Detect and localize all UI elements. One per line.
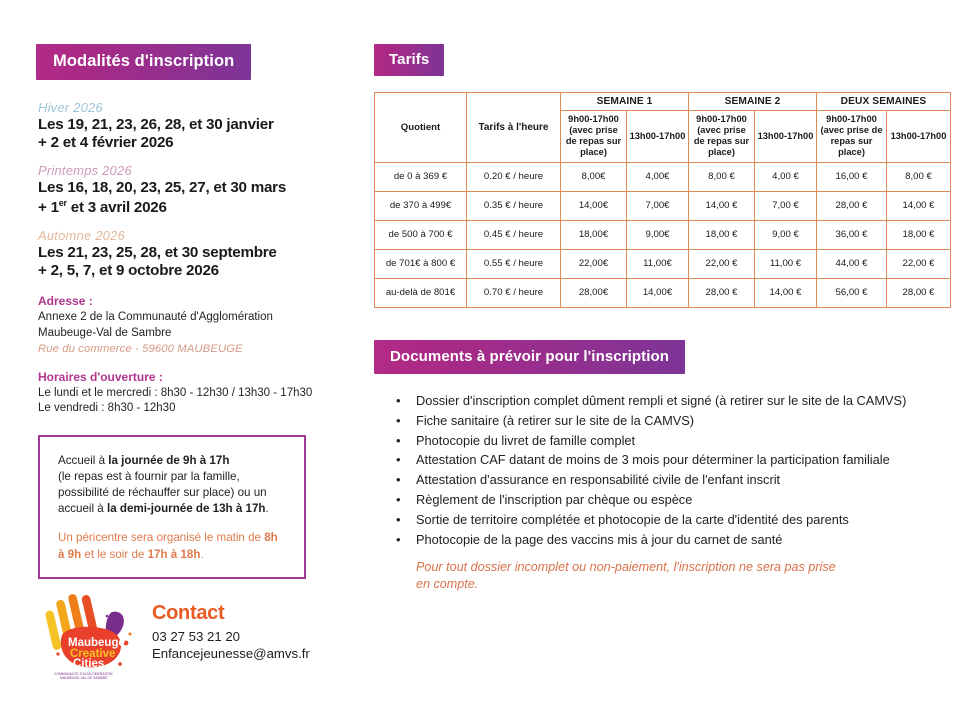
header-group-semaine-1: SEMAINE 1 [561, 93, 689, 111]
cell-taux: 0.20 € / heure [467, 162, 561, 191]
cell-value: 56,00 € [817, 278, 887, 307]
cell-value: 7,00 € [755, 191, 817, 220]
table-row [375, 278, 951, 307]
cell-value: 8,00€ [561, 162, 627, 191]
cell-taux: 0.55 € / heure [467, 249, 561, 278]
opening-hours-block [36, 370, 346, 417]
season-block-automne [36, 228, 346, 280]
list-item: • Photocopie du livret de famille complet [392, 432, 946, 451]
cell-value: 4,00€ [627, 162, 689, 191]
cell-quotient: de 500 à 700 € [375, 220, 467, 249]
season-dates-printemps [38, 179, 346, 217]
cell-value: 14,00€ [561, 191, 627, 220]
cell-value: 28,00€ [561, 278, 627, 307]
tarifs-table-head [375, 93, 951, 163]
address-heading: Adresse : [38, 294, 93, 309]
accueil-text-1: Accueil à [58, 453, 109, 467]
registration-details-column [36, 44, 346, 579]
list-item: • Attestation CAF datant de moins de 3 mois pour déterminer la participation familiale [392, 451, 946, 470]
contact-details [152, 588, 310, 662]
cell-value: 11,00 € [755, 249, 817, 278]
accueil-info-box [38, 435, 306, 579]
cell-value: 9,00€ [627, 220, 689, 249]
pericentre-time-2: à 9h [58, 547, 82, 561]
pericentre-text [58, 530, 290, 562]
header-tarifs-heure: Tarifs à l'heure [467, 93, 561, 163]
tarifs-banner: Tarifs [374, 44, 444, 76]
accueil-text-4-bold: la demi-journée de 13h à 17h [106, 502, 266, 516]
season-dates-printemps-line2-pre: + 1 [38, 198, 59, 216]
opening-hours-heading: Horaires d'ouverture : [38, 369, 163, 384]
maubeuge-creative-cities-logo [40, 588, 144, 685]
season-dates-hiver-line2: + 2 et 4 février 2026 [38, 134, 174, 152]
header-group-semaine-2: SEMAINE 2 [689, 93, 817, 111]
season-dates-printemps-line2-post: et 3 avril 2026 [66, 198, 167, 216]
cell-value: 8,00 € [689, 162, 755, 191]
cell-value: 14,00 € [887, 191, 951, 220]
address-line-3: Rue du commerce - 59600 MAUBEUGE [38, 342, 243, 355]
cell-value: 14,00 € [755, 278, 817, 307]
address-block [36, 294, 346, 354]
modalites-banner: Modalités d'inscription [36, 44, 251, 80]
cell-value: 28,00 € [887, 278, 951, 307]
list-item: • Dossier d'inscription complet dûment rempli et signé (à retirer sur le site de la CAMVS) [392, 392, 946, 411]
pericentre-text-1: Un péricentre sera organisé le matin de [58, 531, 265, 545]
contact-title: Contact [152, 602, 225, 624]
table-row [375, 162, 951, 191]
accueil-text-1-bold: la journée de 9h à 17h [108, 453, 230, 467]
header-sub-0: 9h00-17h00 (avec prise de repas sur place) [561, 111, 627, 163]
cell-quotient: de 0 à 369 € [375, 162, 467, 191]
contact-phone[interactable]: 03 27 53 21 20 [152, 629, 240, 644]
pericentre-text-2: et le soir de [81, 547, 148, 561]
accueil-text-4-end: . [265, 502, 269, 516]
pericentre-time-3: 17h à 18h [147, 547, 201, 561]
documents-warning-note: Pour tout dossier incomplet ou non-paiement, l'inscription ne sera pas prise en compte. [416, 560, 836, 592]
list-item: • Fiche sanitaire (à retirer sur le site de la CAMVS) [392, 412, 946, 431]
accueil-text-4: accueil à [58, 502, 107, 516]
season-dates-hiver [38, 116, 346, 152]
cell-value: 11,00€ [627, 249, 689, 278]
cell-taux: 0.45 € / heure [467, 220, 561, 249]
season-dates-printemps-line1: Les 16, 18, 20, 23, 25, 27, et 30 mars [38, 179, 287, 197]
cell-value: 9,00 € [755, 220, 817, 249]
season-dates-automne [38, 244, 346, 280]
ordinal-suffix: er [58, 197, 67, 208]
season-dates-hiver-line1: Les 19, 21, 23, 26, 28, et 30 janvier [38, 116, 274, 133]
logo-footer-2: MAUBEUGE-VAL DE SAMBRE [60, 676, 108, 680]
cell-quotient: de 701€ à 800 € [375, 249, 467, 278]
address-line-2: Maubeuge-Val de Sambre [38, 326, 172, 339]
contact-block [40, 588, 350, 685]
logo-footer-1: COMMUNAUTE D'AGGLOMERATION [54, 672, 113, 676]
season-dates-automne-line2: + 2, 5, 7, et 9 octobre 2026 [38, 262, 219, 280]
address-line-1: Annexe 2 de la Communauté d'Agglomération [38, 311, 273, 324]
cell-value: 22,00€ [561, 249, 627, 278]
documents-banner: Documents à prévoir pour l'inscription [374, 340, 685, 374]
logo-text-creative: Creative [70, 648, 116, 660]
cell-value: 18,00 € [887, 220, 951, 249]
cell-value: 7,00€ [627, 191, 689, 220]
season-label-hiver: Hiver 2026 [38, 100, 103, 115]
logo-text-maubeuge: Maubeuge [68, 637, 125, 649]
table-row [375, 220, 951, 249]
table-row [375, 191, 951, 220]
opening-hours-line-1: Le lundi et le mercredi : 8h30 - 12h30 / 13h30 - 17h30 [38, 386, 313, 399]
cell-value: 22,00 € [887, 249, 951, 278]
documents-banner-wrap [374, 340, 954, 374]
season-dates-automne-line1: Les 21, 23, 25, 28, et 30 septembre [38, 244, 277, 261]
contact-email[interactable]: Enfancejeunesse@amvs.fr [152, 645, 310, 661]
header-sub-3: 13h00-17h00 [755, 111, 817, 163]
pericentre-text-3: . [200, 547, 204, 561]
cell-value: 28,00 € [817, 191, 887, 220]
cell-value: 22,00 € [689, 249, 755, 278]
logo-text-cities: Cities [73, 658, 105, 670]
cell-quotient: de 370 à 499€ [375, 191, 467, 220]
documents-list [374, 392, 954, 551]
cell-taux: 0.70 € / heure [467, 278, 561, 307]
table-header-row-groups [375, 93, 951, 111]
header-sub-4: 9h00-17h00 (avec prise de repas sur place) [817, 111, 887, 163]
accueil-text-3: possibilité de réchauffer sur place) ou un [58, 485, 267, 499]
list-item: • Sortie de territoire complétée et photocopie de la carte d'identité des parents [392, 511, 946, 530]
cell-value: 16,00 € [817, 162, 887, 191]
header-sub-1: 13h00-17h00 [627, 111, 689, 163]
cell-value: 36,00 € [817, 220, 887, 249]
season-label-automne: Automne 2026 [38, 228, 125, 243]
season-block-printemps [36, 163, 346, 217]
accueil-text-2: (le repas est à fournir par la famille, [58, 469, 240, 483]
season-block-hiver [36, 100, 346, 152]
header-sub-5: 13h00-17h00 [887, 111, 951, 163]
cell-value: 8,00 € [887, 162, 951, 191]
list-item: • Règlement de l'inscription par chèque ou espèce [392, 491, 946, 510]
cell-value: 28,00 € [689, 278, 755, 307]
cell-value: 4,00 € [755, 162, 817, 191]
cell-value: 18,00€ [561, 220, 627, 249]
opening-hours-line-2: Le vendredi : 8h30 - 12h30 [38, 402, 176, 415]
season-label-printemps: Printemps 2026 [38, 163, 132, 179]
header-sub-2: 9h00-17h00 (avec prise de repas sur place) [689, 111, 755, 163]
list-item: • Attestation d'assurance en responsabilité civile de l'enfant inscrit [392, 471, 946, 490]
table-row [375, 249, 951, 278]
cell-taux: 0.35 € / heure [467, 191, 561, 220]
header-group-deux-semaines: DEUX SEMAINES [817, 93, 951, 111]
logo-hand-icon [40, 588, 144, 680]
cell-value: 18,00 € [689, 220, 755, 249]
tarifs-table [374, 92, 951, 308]
tarifs-table-body [375, 162, 951, 307]
header-quotient: Quotient [375, 93, 467, 163]
cell-value: 44,00 € [817, 249, 887, 278]
list-item: • Photocopie de la page des vaccins mis à jour du carnet de santé [392, 531, 946, 550]
pericentre-time-1: 8h [264, 531, 278, 545]
accueil-main-text [58, 453, 290, 518]
cell-value: 14,00 € [689, 191, 755, 220]
cell-quotient: au-delà de 801€ [375, 278, 467, 307]
cell-value: 14,00€ [627, 278, 689, 307]
tarifs-and-documents-column [374, 44, 954, 593]
